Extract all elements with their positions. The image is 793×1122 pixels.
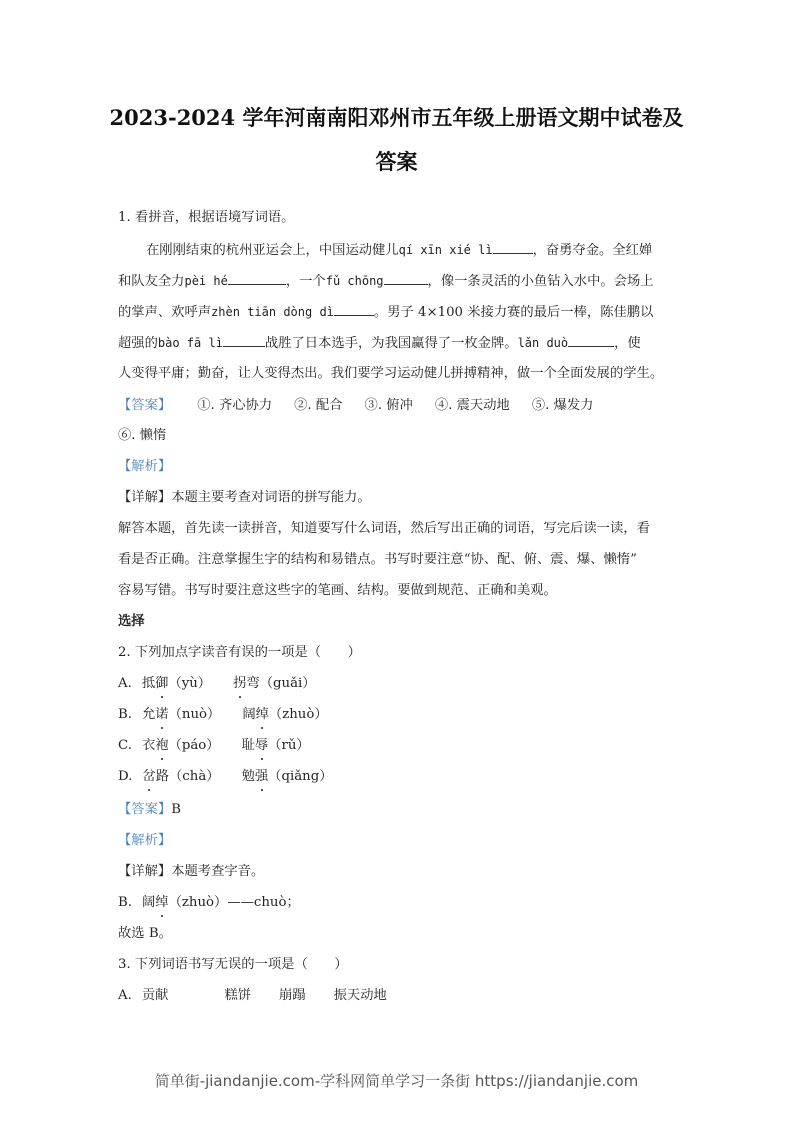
pinyin: pèi hé [184,274,228,288]
answer-item: ②. 配合 [294,398,343,413]
text: 战胜了日本选手，为我国赢得了一枚金牌。 [264,336,518,351]
text: 衣 [141,738,156,753]
pinyin: （guǎi） [259,676,316,691]
q2-option-a [118,674,688,694]
word: 糕饼 [224,988,252,1003]
dotted-char: 岔 [142,767,155,787]
text: 超强的 [118,336,158,351]
text: ，使 [614,336,641,351]
text: 和队友全力 [118,274,185,289]
option-letter: B. [118,707,132,722]
answer-item: ③. 俯冲 [364,398,413,413]
q1-paragraph-line5: 人变得平庸；勤奋，让人变得杰出。我们要学习运动健儿拼搏精神，做一个全面发展的学生。 [118,366,664,381]
answer-blank-4 [334,303,374,316]
q1-analysis-label: 【解析】 [118,459,172,474]
text: 的掌声、欢呼声 [118,305,212,320]
word: 贡献 [141,988,169,1003]
q2-answer [118,800,688,820]
q2-detail [118,862,688,882]
section-heading: 选择 [118,614,145,629]
q1-explain-line1: 解答本题，首先读一读拼音，知道要写什么词语，然后写出正确的词语，写完后读一读，看 [118,521,650,536]
q2-analysis-label: 【解析】 [118,833,172,848]
pinyin: lǎn duò [517,336,569,350]
detail-label: 【详解】 [118,864,172,879]
q2-stem: 2. 下列加点字读音有误的一项是（ ） [118,645,361,660]
answer-item: ⑥. 懒惰 [118,428,167,443]
pinyin: fǔ chōng [325,274,384,288]
q1-explain-line3: 容易写错。书写时要注意这些字的笔画、结构。要做到规范、正确和美观。 [118,583,557,598]
answer-item: ⑤. 爆发力 [531,398,594,413]
word: 振天动地 [333,988,387,1003]
q1-paragraph-line4 [118,333,688,354]
dotted-char: 御 [155,674,168,694]
q3-stem: 3. 下列词语书写无误的一项是（ ） [118,957,348,972]
q2-option-b [118,705,688,725]
pinyin: zhèn tiān dòng dì [211,305,334,319]
dotted-char: 绰 [155,893,168,913]
text: 弯 [246,676,260,691]
pinyin: （rǔ） [268,738,310,753]
text: 阔 [142,895,156,910]
text: 。男子 4×100 米接力赛的最后一棒，陈佳鹏以 [373,305,654,320]
answer-blank-6 [568,334,614,347]
q1-explain-line2: 看是否正确。注意掌握生字的结构和易错点。书写时要注意“协、配、俯、震、爆、懒惰” [118,552,637,567]
option-letter: D. [118,769,133,784]
q2-conclusion: 故选 B。 [118,926,172,941]
text: ，奋勇夺金。全红婵 [532,243,653,258]
q1-stem: 1. 看拼音，根据语境写词语。 [118,210,295,225]
answer-label: 【答案】 [118,398,172,413]
text: ，一个 [285,274,326,289]
dotted-char: 绰 [256,705,269,725]
dotted-char: 强 [255,767,268,787]
pinyin: （páo） [168,738,220,753]
word: 崩蹋 [279,988,306,1003]
watermark-footer: 简单街-jiandanjie.com-学科网简单学习一条街 https://jiandanjie.com [154,1072,639,1090]
q2-option-c [118,736,688,756]
q1-paragraph-line1 [146,240,716,261]
text: 路 [155,769,170,784]
dotted-char: 诺 [155,705,168,725]
document-title-line1: 2023-2024 学年河南南阳邓州市五年级上册语文期中试卷及 [109,105,684,130]
q1-detail [118,488,688,508]
answer-blank-1 [493,241,533,254]
answer-blank-5 [223,334,265,347]
detail-text: 本题主要考查对词语的拼写能力。 [171,490,371,505]
text: ，像一条灵活的小鱼钻入水中。会场上 [427,274,654,289]
pinyin: qí xīn xié lì [398,243,493,257]
q2-option-d [118,767,688,787]
option-letter: C. [118,738,132,753]
pinyin: （zhuò） [268,707,328,722]
dotted-char: 袍 [155,736,168,756]
option-letter: A. [118,676,132,691]
q2-correction [118,893,688,913]
q3-option-a [118,986,688,1006]
text: 抵 [141,676,156,691]
pinyin: （yù） [168,676,212,691]
text: 耻 [241,738,255,753]
pinyin: （chà） [169,769,220,784]
answer-blank-3 [384,272,428,285]
text: 勉 [241,769,255,784]
pinyin: （qiǎng） [268,769,333,784]
option-letter: B. [118,895,132,910]
q1-answer-line2 [118,426,688,446]
q1-paragraph-line2 [118,271,688,292]
text: 阔 [242,707,256,722]
pinyin: （nuò） [168,707,221,722]
text: 允 [142,707,156,722]
q1-paragraph-line3 [118,302,688,323]
answer-blank-2 [228,272,286,285]
pinyin: bào fā lì [157,336,223,350]
q1-answer-line [118,396,688,416]
answer-value: B [171,802,181,817]
dotted-char: 拐 [233,674,246,694]
text: 在刚刚结束的杭州亚运会上，中国运动健儿 [146,243,399,258]
document-title-line2: 答案 [375,149,418,174]
answer-item: ①. 齐心协力 [197,398,273,413]
answer-item: ④. 震天动地 [434,398,510,413]
text: （zhuò）——chuò； [168,895,300,910]
dotted-char: 辱 [255,736,268,756]
option-letter: A. [118,988,132,1003]
answer-label: 【答案】 [118,802,172,817]
detail-label: 【详解】 [118,490,172,505]
detail-text: 本题考查字音。 [171,864,265,879]
